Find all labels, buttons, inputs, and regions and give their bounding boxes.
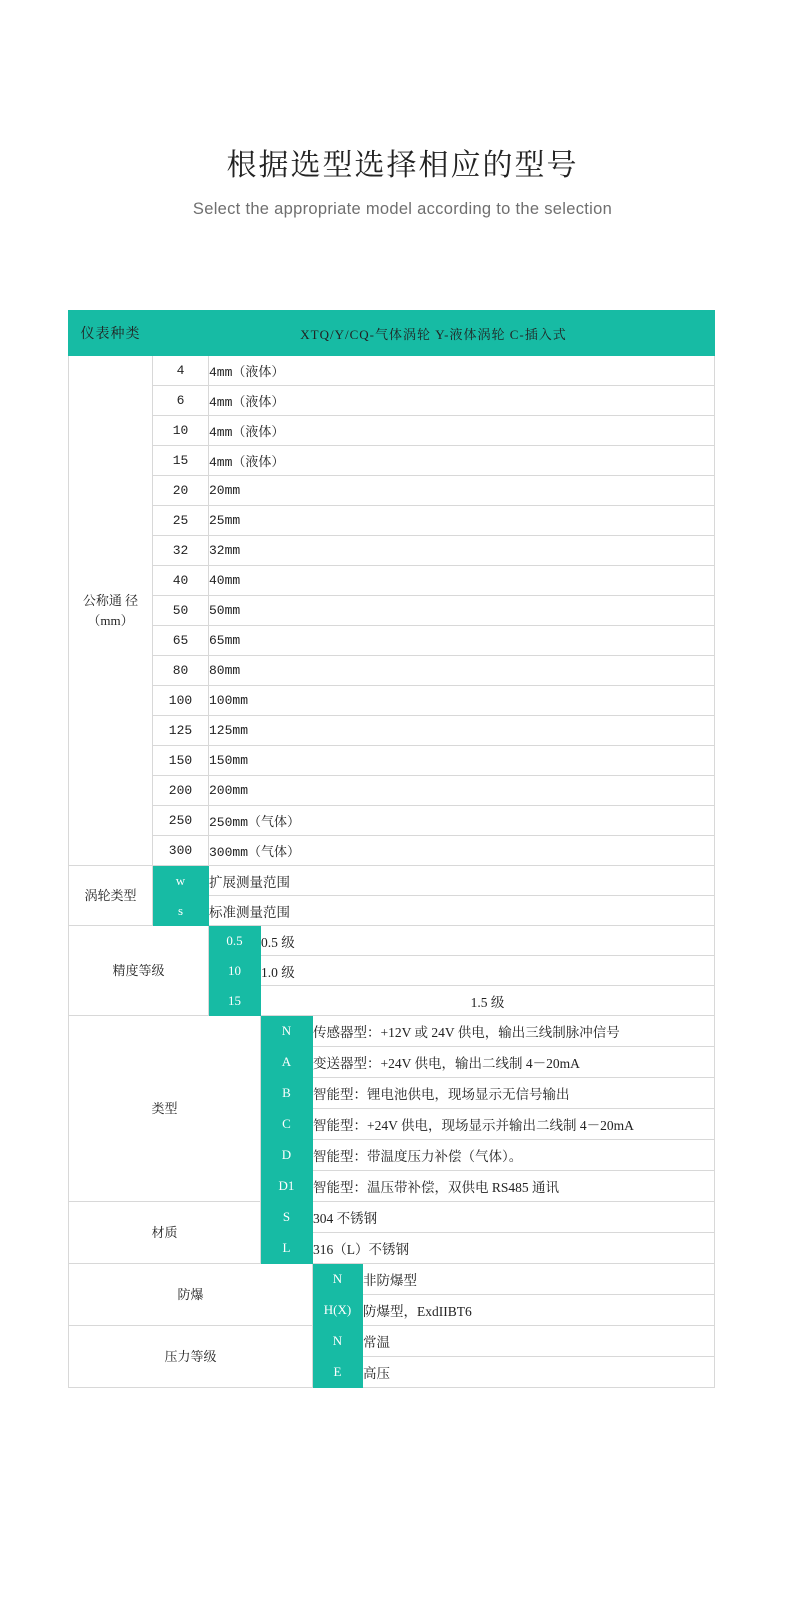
table-cell-code: N [313, 1326, 363, 1357]
table-row [69, 1016, 715, 1047]
table-cell-desc: 200mm [209, 776, 715, 806]
table-cell-code: 6 [153, 386, 209, 416]
table-cell-code: 20 [153, 476, 209, 506]
table-cell-desc: 智能型：温压带补偿，双供电 RS485 通讯 [313, 1171, 715, 1202]
table-cell-code: N [313, 1264, 363, 1295]
table-cell-desc: 316（L）不锈钢 [313, 1233, 715, 1264]
table-cell-code: w [153, 866, 209, 896]
table-cell-code: 10 [153, 416, 209, 446]
instrument-type-label: 仪表种类 [69, 311, 153, 356]
table-row [69, 746, 715, 776]
table-row [69, 476, 715, 506]
table-cell-code: S [261, 1202, 313, 1233]
table-cell-desc: 1.0 级 [261, 956, 715, 986]
page-subtitle: Select the appropriate model according to the selection [192, 200, 613, 218]
table-cell-desc: 100mm [209, 686, 715, 716]
spec-table-wrapper [68, 310, 714, 1388]
table-cell-desc: 4mm（液体） [209, 356, 715, 386]
table-row [69, 866, 715, 896]
table-cell-desc: 300mm（气体） [209, 836, 715, 866]
table-row [69, 656, 715, 686]
table-row [69, 566, 715, 596]
table-row [69, 356, 715, 386]
table-row [69, 716, 715, 746]
table-cell-code: 15 [153, 446, 209, 476]
table-cell-code: 4 [153, 356, 209, 386]
table-cell-desc: 高压 [363, 1357, 715, 1388]
table-cell-desc: 传感器型：+12V 或 24V 供电，输出三线制脉冲信号 [313, 1016, 715, 1047]
table-cell-code: 15 [209, 986, 261, 1016]
table-cell-code: E [313, 1357, 363, 1388]
table-row [69, 626, 715, 656]
table-row [69, 1326, 715, 1357]
table-cell-code: 65 [153, 626, 209, 656]
instrument-type-value: XTQ/Y/CQ-气体涡轮 Y-液体涡轮 C-插入式 [153, 311, 715, 356]
table-cell-code: 200 [153, 776, 209, 806]
table-cell-code: s [153, 896, 209, 926]
pressure-grade-label: 压力等级 [69, 1326, 313, 1388]
table-row [69, 836, 715, 866]
table-cell-code: 300 [153, 836, 209, 866]
table-cell-desc: 扩展测量范围 [209, 866, 715, 896]
table-row [69, 446, 715, 476]
table-cell-code: 50 [153, 596, 209, 626]
table-row [69, 311, 715, 356]
table-cell-code: B [261, 1078, 313, 1109]
table-cell-code: A [261, 1047, 313, 1078]
table-cell-code: 0.5 [209, 926, 261, 956]
table-cell-desc: 0.5 级 [261, 926, 715, 956]
table-cell-code: 125 [153, 716, 209, 746]
table-cell-desc: 65mm [209, 626, 715, 656]
nominal-diameter-label [69, 356, 153, 866]
model-selection-table [68, 310, 715, 1388]
table-cell-desc: 4mm（液体） [209, 446, 715, 476]
table-row [69, 686, 715, 716]
table-cell-desc: 20mm [209, 476, 715, 506]
nominal-diameter-label-line1: 公称通 径 [82, 593, 139, 608]
table-row [69, 596, 715, 626]
table-cell-code: 100 [153, 686, 209, 716]
table-cell-code: D1 [261, 1171, 313, 1202]
table-cell-desc: 常温 [363, 1326, 715, 1357]
table-cell-code: C [261, 1109, 313, 1140]
table-cell-code: 250 [153, 806, 209, 836]
table-cell-code: 80 [153, 656, 209, 686]
page-title: 根据选型选择相应的型号 [226, 149, 579, 182]
table-cell-desc: 4mm（液体） [209, 386, 715, 416]
table-cell-code: 10 [209, 956, 261, 986]
table-cell-desc: 50mm [209, 596, 715, 626]
table-cell-desc: 4mm（液体） [209, 416, 715, 446]
table-cell-desc: 40mm [209, 566, 715, 596]
accuracy-grade-label: 精度等级 [69, 926, 209, 1016]
table-cell-desc: 防爆型，ExdIIBT6 [363, 1295, 715, 1326]
table-cell-desc: 32mm [209, 536, 715, 566]
table-cell-code: 40 [153, 566, 209, 596]
table-row [69, 536, 715, 566]
nominal-diameter-label-line2: （mm） [87, 612, 134, 628]
table-cell-desc: 智能型：锂电池供电，现场显示无信号输出 [313, 1078, 715, 1109]
material-label: 材质 [69, 1202, 261, 1264]
table-cell-code: D [261, 1140, 313, 1171]
table-row [69, 776, 715, 806]
table-cell-desc: 智能型：带温度压力补偿（气体）。 [313, 1140, 715, 1171]
table-cell-desc: 变送器型：+24V 供电，输出二线制 4－20mA [313, 1047, 715, 1078]
table-cell-desc: 304 不锈钢 [313, 1202, 715, 1233]
table-row [69, 386, 715, 416]
table-cell-code: L [261, 1233, 313, 1264]
table-cell-desc: 25mm [209, 506, 715, 536]
type-label: 类型 [69, 1016, 261, 1202]
page-header [0, 0, 805, 219]
table-cell-desc: 125mm [209, 716, 715, 746]
table-cell-desc: 标准测量范围 [209, 896, 715, 926]
table-cell-desc: 智能型：+24V 供电，现场显示并输出二线制 4－20mA [313, 1109, 715, 1140]
table-cell-code: N [261, 1016, 313, 1047]
table-cell-code: H(X) [313, 1295, 363, 1326]
table-cell-code: 32 [153, 536, 209, 566]
table-cell-desc: 250mm（气体） [209, 806, 715, 836]
table-cell-code: 150 [153, 746, 209, 776]
table-row [69, 926, 715, 956]
table-cell-code: 25 [153, 506, 209, 536]
table-row [69, 806, 715, 836]
table-cell-desc: 1.5 级 [261, 986, 715, 1016]
table-cell-desc: 非防爆型 [363, 1264, 715, 1295]
table-row [69, 1264, 715, 1295]
table-cell-desc: 80mm [209, 656, 715, 686]
table-row [69, 1202, 715, 1233]
table-row [69, 416, 715, 446]
table-row [69, 506, 715, 536]
explosion-proof-label: 防爆 [69, 1264, 313, 1326]
table-row [69, 896, 715, 926]
table-cell-desc: 150mm [209, 746, 715, 776]
turbine-type-label: 涡轮类型 [69, 866, 153, 926]
